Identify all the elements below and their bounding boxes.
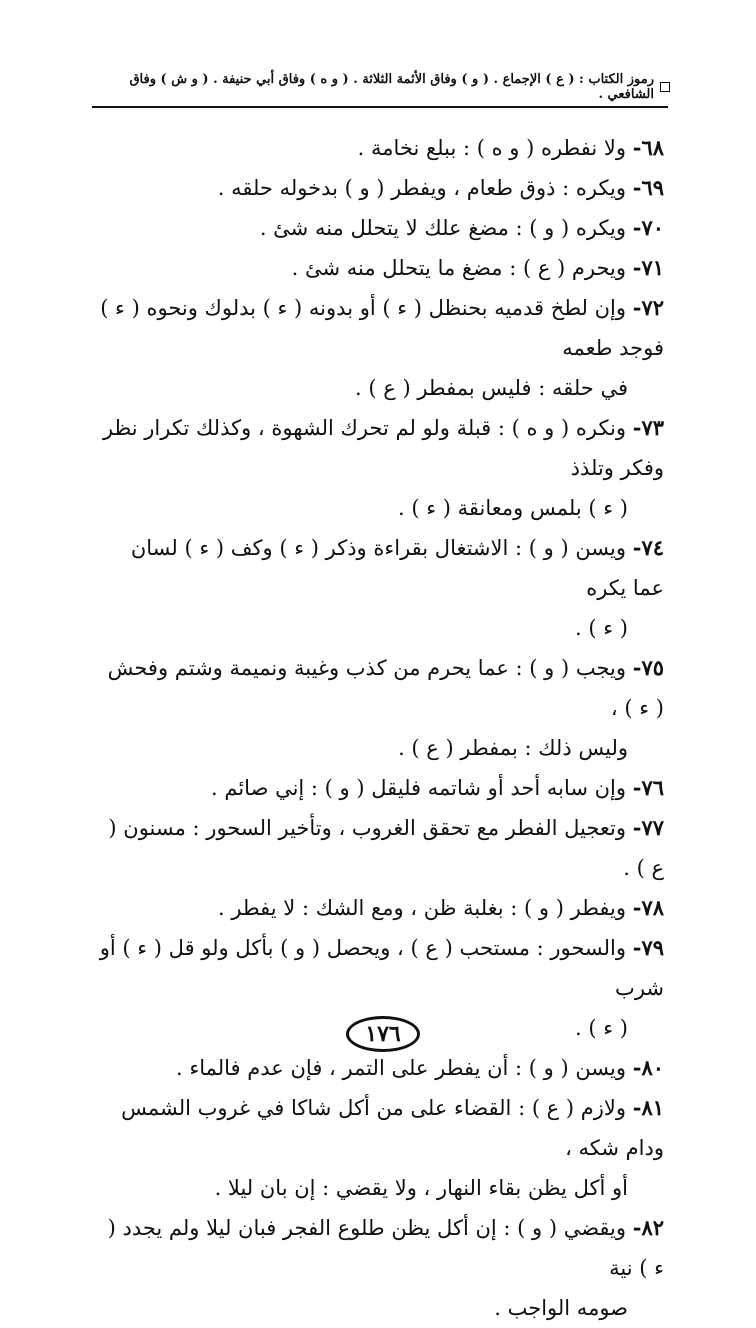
item-number: ٧٦- xyxy=(632,775,664,800)
square-bullet-icon xyxy=(660,82,670,92)
item-continuation: أو أكل يظن بقاء النهار ، ولا يقضي : إن بان ليلا . xyxy=(214,1176,628,1200)
list-item xyxy=(96,808,664,888)
list-item xyxy=(96,128,664,168)
item-continuation: ( ء ) . xyxy=(575,616,628,640)
item-continuation: في حلقه : فليس بمفطر ( ع ) . xyxy=(355,376,628,400)
item-continuation: وليس ذلك : بمفطر ( ع ) . xyxy=(398,736,628,760)
item-line xyxy=(96,168,664,208)
list-item xyxy=(96,1208,664,1328)
list-item xyxy=(96,1048,664,1088)
list-item xyxy=(96,208,664,248)
item-text: ولازم ( ع ) : القضاء على من أكل شاكا في غروب الشمس ودام شكه ، xyxy=(121,1096,664,1160)
item-text: ولا نفطره ( و ه ) : ببلع نخامة . xyxy=(357,136,627,160)
item-line xyxy=(96,1048,664,1088)
item-number: ٧١- xyxy=(632,255,664,280)
item-continuation: ( ء ) . xyxy=(575,1016,628,1040)
item-continuation: صومه الواجب . xyxy=(494,1296,628,1320)
item-text: والسحور : مستحب ( ع ) ، ويحصل ( و ) بأكل ولو قل ( ء ) أو شرب xyxy=(99,936,664,1000)
item-line xyxy=(96,208,664,248)
item-line xyxy=(96,128,664,168)
item-number: ٧٢- xyxy=(632,295,664,320)
item-line xyxy=(96,1208,664,1288)
item-text: ونكره ( و ه ) : قبلة ولو لم تحرك الشهوة ، وكذلك تكرار نظر وفكر وتلذذ xyxy=(102,416,664,480)
item-text: ويسن ( و ) : أن يفطر على التمر ، فإن عدم فالماء . xyxy=(176,1056,627,1080)
item-number: ٧٣- xyxy=(632,415,664,440)
page-number xyxy=(346,1016,420,1052)
item-text: ويحرم ( ع ) : مضغ ما يتحلل منه شئ . xyxy=(291,256,627,280)
item-number: ٧٩- xyxy=(632,935,664,960)
item-number: ٨١- xyxy=(632,1095,664,1120)
item-text: ويجب ( و ) : عما يحرم من كذب وغيبة ونميمة وشتم وفحش ( ء ) ، xyxy=(107,656,664,720)
list-item xyxy=(96,288,664,408)
item-number: ٧٧- xyxy=(632,815,664,840)
item-number: ٦٨- xyxy=(632,135,664,160)
list-item xyxy=(96,888,664,928)
page-number-text: ١٧٦ xyxy=(365,1021,401,1047)
item-text: ويكره : ذوق طعام ، ويفطر ( و ) بدخوله حلقه . xyxy=(217,176,627,200)
item-text: ويكره ( و ) : مضغ علك لا يتحلل منه شئ . xyxy=(259,216,627,240)
list-item xyxy=(96,168,664,208)
item-number: ٧٥- xyxy=(632,655,664,680)
item-line xyxy=(96,288,664,368)
item-text: وإن لطخ قدميه بحنظل ( ء ) أو بدونه ( ء ) بدلوك ونحوه ( ء ) فوجد طعمه xyxy=(100,296,664,360)
item-number: ٨٢- xyxy=(632,1215,664,1240)
item-line xyxy=(96,808,664,888)
item-text: وتعجيل الفطر مع تحقق الغروب ، وتأخير السحور : مسنون ( ع ) . xyxy=(108,816,664,880)
list-item xyxy=(96,408,664,528)
list-item xyxy=(96,648,664,768)
item-text: وإن سابه أحد أو شاتمه فليقل ( و ) : إني صائم . xyxy=(211,776,627,800)
item-line xyxy=(96,888,664,928)
item-line xyxy=(96,928,664,1008)
list-item xyxy=(96,248,664,288)
item-line xyxy=(96,768,664,808)
item-number: ٦٩- xyxy=(632,175,664,200)
item-number: ٧٠- xyxy=(632,215,664,240)
item-text: ويفطر ( و ) : بغلبة ظن ، ومع الشك : لا يفطر . xyxy=(217,896,627,920)
item-line xyxy=(96,648,664,728)
item-text: ويسن ( و ) : الاشتغال بقراءة وذكر ( ء ) وكف ( ء ) لسان عما يكره xyxy=(130,536,664,600)
item-continuation: ( ء ) بلمس ومعانقة ( ء ) . xyxy=(398,496,628,520)
item-line xyxy=(96,1088,664,1168)
item-line xyxy=(96,248,664,288)
body-text xyxy=(96,128,664,1328)
item-number: ٨٠- xyxy=(632,1055,664,1080)
list-item xyxy=(96,528,664,648)
running-header xyxy=(90,74,670,100)
item-number: ٧٨- xyxy=(632,895,664,920)
header-rule xyxy=(92,106,668,108)
list-item xyxy=(96,1088,664,1208)
item-number: ٧٤- xyxy=(632,535,664,560)
item-line xyxy=(96,408,664,488)
item-text: ويقضي ( و ) : إن أكل يظن طلوع الفجر فبان ليلا ولم يجدد ( ء ) نية xyxy=(107,1216,664,1280)
header-text: رموز الكتاب : ( ع ) الإجماع . ( و ) وفاق الأئمة الثلاثة . ( و ه ) وفاق أبي حنيفة . ( و ش ) وفاق الشافعي . xyxy=(129,72,654,102)
list-item xyxy=(96,768,664,808)
item-line xyxy=(96,528,664,608)
